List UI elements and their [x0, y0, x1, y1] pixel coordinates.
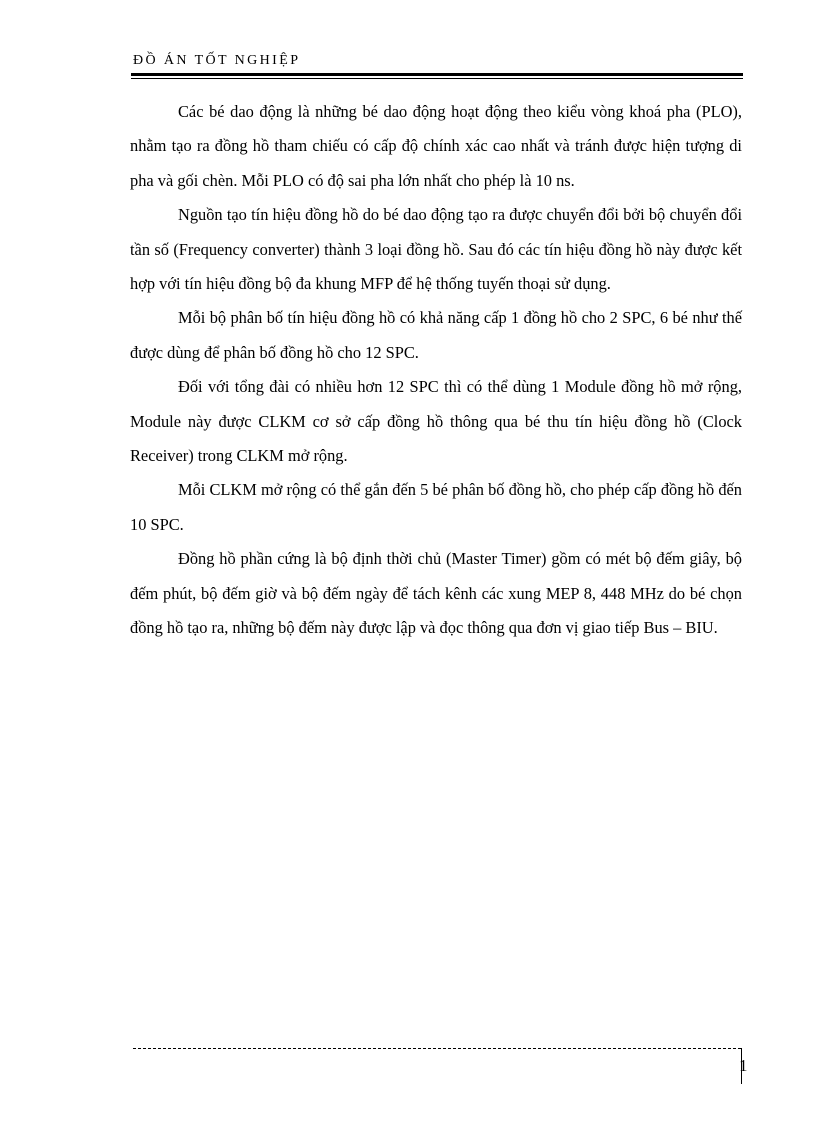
header-rule-thick: [131, 73, 743, 76]
document-body: [130, 95, 742, 646]
paragraph-master-timer: Đồng hồ phần cứng là bộ định thời chủ (Master Timer) gồm có mét bộ đếm giây, bộ đếm phút, bộ đếm giờ và bộ đếm ngày để tách kênh các xung MEP 8, 448 MHz do bé chọn đồng hồ tạo ra, những bộ đếm này được lập và đọc thông qua đơn vị giao tiếp Bus – BIU.: [130, 549, 742, 638]
page-number: 1: [739, 1056, 748, 1075]
paragraph-clock-module: Đối với tổng đài có nhiều hơn 12 SPC thì có thể dùng 1 Module đồng hồ mở rộng, Module này được CLKM cơ sở cấp đồng hồ thông qua bé thu tín hiệu đồng hồ (Clock Receiver) trong CLKM mở rộng.: [130, 377, 742, 466]
paragraph-plo: Các bé dao động là những bé dao động hoạt động theo kiểu vòng khoá pha (PLO), nhằm tạo ra đồng hồ tham chiếu có cấp độ chính xác cao nhất và tránh được hiện tượng di pha và gối chèn. Mỗi PLO có độ sai pha lớn nhất cho phép là 10 ns.: [130, 102, 742, 190]
document-header-title: ĐỒ ÁN TỐT NGHIỆP: [133, 53, 301, 68]
paragraph-clock-distribution: Mỗi bộ phân bố tín hiệu đồng hồ có khả năng cấp 1 đồng hồ cho 2 SPC, 6 bé như thế được dùng để phân bố đồng hồ cho 12 SPC.: [130, 308, 742, 362]
paragraph-extended-clkm: Mỗi CLKM mở rộng có thể gắn đến 5 bé phân bố đồng hồ, cho phép cấp đồng hồ đến 10 SPC.: [130, 480, 742, 534]
footer-rule: [133, 1048, 741, 1049]
header-rule-thin: [131, 78, 743, 79]
paragraph-frequency-converter: Nguồn tạo tín hiệu đồng hồ do bé dao động tạo ra được chuyển đổi bởi bộ chuyển đổi tần số (Frequency converter) thành 3 loại đồng hồ. Sau đó các tín hiệu đồng hồ này được kết hợp với tín hiệu đồng bộ đa khung MFP để hệ thống tuyến thoại sử dụng.: [130, 205, 742, 294]
